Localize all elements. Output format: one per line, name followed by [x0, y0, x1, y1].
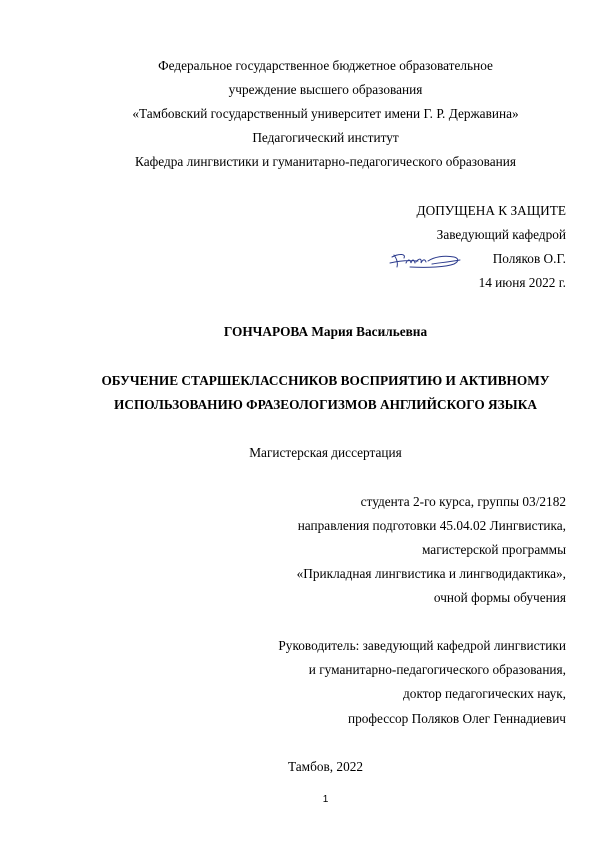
- student-info-line-1: студента 2-го курса, группы 03/2182: [360, 494, 566, 509]
- university-name: «Тамбовский государственный университет имени Г. Р. Державина»: [132, 106, 519, 121]
- approval-name: Поляков О.Г.: [492, 251, 566, 266]
- approval-date: 14 июня 2022 г.: [478, 275, 566, 290]
- page-number: 1: [322, 794, 329, 805]
- student-info-line-5: очной формы обучения: [433, 590, 566, 605]
- approval-title: ДОПУЩЕНА К ЗАЩИТЕ: [416, 203, 566, 218]
- student-info-line-2: направления подготовки 45.04.02 Лингвистика,: [297, 518, 566, 533]
- supervisor-line-2: и гуманитарно-педагогического образования,: [308, 662, 566, 677]
- supervisor-line-4: профессор Поляков Олег Геннадиевич: [347, 711, 566, 726]
- thesis-title-line-2: ИСПОЛЬЗОВАНИЮ ФРАЗЕОЛОГИЗМОВ АНГЛИЙСКОГО ЯЗЫКА: [114, 397, 537, 412]
- approval-position: Заведующий кафедрой: [436, 227, 566, 242]
- thesis-title-line-1: ОБУЧЕНИЕ СТАРШЕКЛАССНИКОВ ВОСПРИЯТИЮ И АКТИВНОМУ: [101, 373, 550, 388]
- author-name: ГОНЧАРОВА Мария Васильевна: [223, 324, 428, 339]
- city-year: Тамбов, 2022: [287, 759, 364, 774]
- signature-image: [388, 249, 464, 271]
- department-name: Кафедра лингвистики и гуманитарно-педагогического образования: [135, 154, 516, 169]
- student-info-line-4: «Прикладная лингвистика и лингводидактика»,: [296, 566, 566, 581]
- supervisor-line-3: доктор педагогических наук,: [403, 686, 566, 701]
- institute-name: Педагогический институт: [252, 130, 399, 145]
- supervisor-line-1: Руководитель: заведующий кафедрой лингвистики: [278, 638, 566, 653]
- institution-line-2: учреждение высшего образования: [228, 82, 423, 97]
- institution-line-1: Федеральное государственное бюджетное образовательное: [158, 58, 493, 73]
- work-type: Магистерская диссертация: [249, 445, 402, 460]
- student-info-line-3: магистерской программы: [421, 542, 566, 557]
